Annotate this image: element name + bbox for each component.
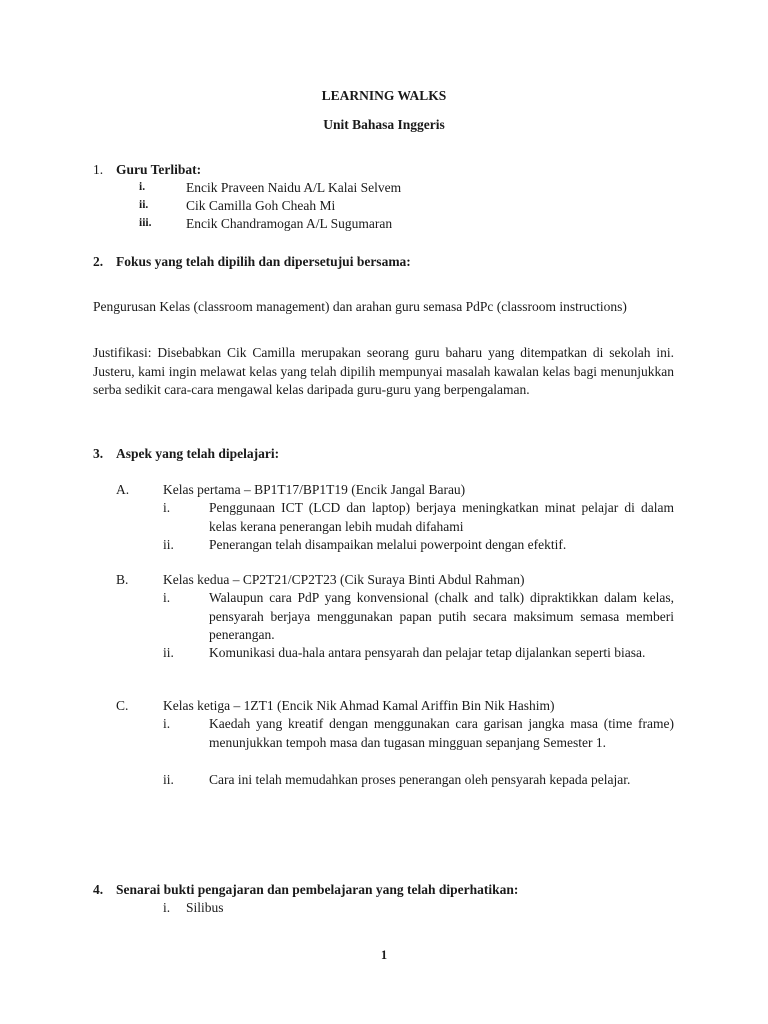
justification-paragraph: Justifikasi: Disebabkan Cik Camilla merupakan seorang guru baharu yang ditempatkan di sekolah ini. Justeru, kami ingin melawat kelas yang telah dipilih mempunyai masalah kawalan kelas bagi menunjukkan serba sedikit cara-cara mengawal kelas daripada guru-guru yang berpengalaman. bbox=[93, 345, 674, 397]
point-marker: i. bbox=[163, 500, 171, 515]
point-text: Cara ini telah memudahkan proses penerangan oleh pensyarah kepada pelajar. bbox=[209, 772, 631, 787]
class-title: Kelas ketiga – 1ZT1 (Encik Nik Ahmad Kamal Ariffin Bin Nik Hashim) bbox=[163, 698, 555, 713]
point-marker: i. bbox=[163, 716, 171, 731]
focus-paragraph: Pengurusan Kelas (classroom management) dan arahan guru semasa PdPc (classroom instructions) bbox=[93, 299, 627, 314]
point-marker: ii. bbox=[163, 645, 174, 660]
section-1-item-text: Cik Camilla Goh Cheah Mi bbox=[186, 198, 336, 213]
point-text: Penggunaan ICT (LCD dan laptop) berjaya meningkatkan minat pelajar di dalam kelas kerana penerangan lebih mudah difahami bbox=[209, 500, 674, 534]
section-1-item-text: Encik Praveen Naidu A/L Kalai Selvem bbox=[186, 180, 402, 195]
point-text: Walaupun cara PdP yang konvensional (chalk and talk) dipraktikkan dalam kelas, pensyarah berjaya menggunakan papan putih secara maksimum semasa memberi penerangan. bbox=[209, 590, 674, 642]
section-1-item-marker: iii. bbox=[139, 217, 152, 229]
section-4-item-text: Silibus bbox=[186, 900, 224, 915]
point-text: Kaedah yang kreatif dengan menggunakan cara garisan jangka masa (time frame) menunjukkan tempoh masa dan tugasan mingguan sepanjang Semester 1. bbox=[209, 716, 674, 750]
class-title: Kelas pertama – BP1T17/BP1T19 (Encik Jangal Barau) bbox=[163, 482, 466, 497]
section-1-item-marker: ii. bbox=[139, 199, 149, 211]
point-marker: i. bbox=[163, 590, 171, 605]
point-text: Penerangan telah disampaikan melalui powerpoint dengan efektif. bbox=[209, 537, 567, 552]
point-marker: ii. bbox=[163, 772, 174, 787]
section-2-number: 2. bbox=[93, 254, 104, 269]
point-marker: ii. bbox=[163, 537, 174, 552]
section-1-heading: Guru Terlibat: bbox=[116, 162, 202, 177]
section-3-heading: Aspek yang telah dipelajari: bbox=[116, 446, 280, 461]
document-subtitle: Unit Bahasa Inggeris bbox=[323, 117, 445, 132]
section-4-number: 4. bbox=[93, 882, 104, 897]
class-title: Kelas kedua – CP2T21/CP2T23 (Cik Suraya Binti Abdul Rahman) bbox=[163, 572, 525, 587]
point-text: Komunikasi dua-hala antara pensyarah dan pelajar tetap dijalankan seperti biasa. bbox=[209, 645, 646, 660]
section-3-number: 3. bbox=[93, 446, 104, 461]
section-4-item-marker: i. bbox=[163, 900, 171, 915]
section-1-item-marker: i. bbox=[139, 181, 146, 193]
class-letter: C. bbox=[116, 698, 129, 713]
section-1-number: 1. bbox=[93, 162, 104, 177]
section-2-heading: Fokus yang telah dipilih dan dipersetujui bersama: bbox=[116, 254, 411, 269]
document-title: LEARNING WALKS bbox=[321, 88, 447, 103]
class-letter: B. bbox=[116, 572, 129, 587]
section-1-item-text: Encik Chandramogan A/L Sugumaran bbox=[186, 216, 393, 231]
section-4-heading: Senarai bukti pengajaran dan pembelajaran yang telah diperhatikan: bbox=[116, 882, 519, 897]
class-letter: A. bbox=[116, 482, 130, 497]
page-number: 1 bbox=[380, 948, 388, 962]
